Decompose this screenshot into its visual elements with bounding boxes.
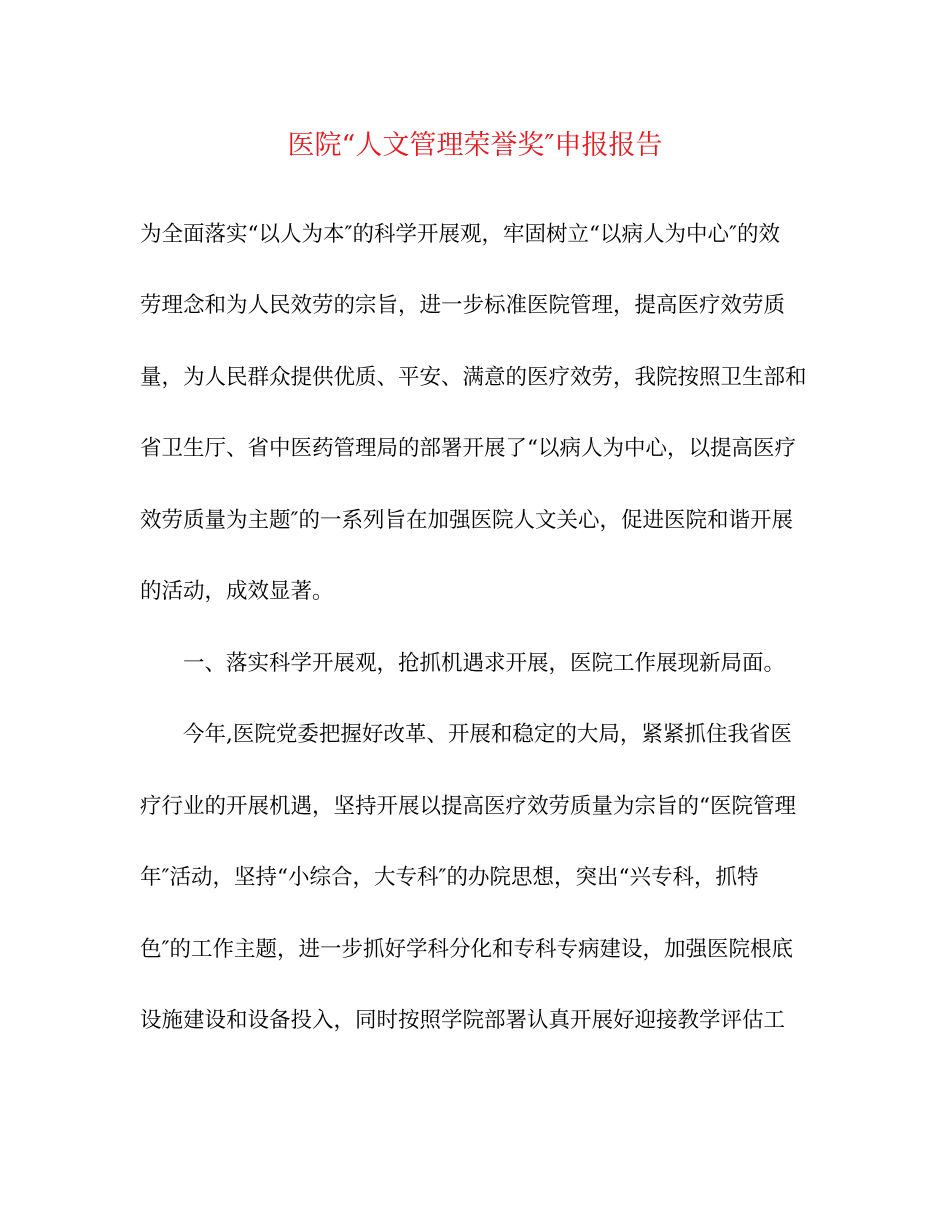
body-line-1: 为全面落实“以人为本″的科学开展观，牢固树立“以病人为中心″的效 (140, 222, 781, 247)
body-line-4: 省卫生厅、省中医药管理局的部署开展了“以病人为中心，以提高医疗 (140, 436, 796, 461)
body-line-6: 的活动，成效显著。 (140, 579, 334, 604)
body-line-10: 年″活动，坚持“小综合，大专科″的办院思想，突出“兴专科，抓特 (140, 865, 759, 890)
body-line-5: 效劳质量为主题″的一系列旨在加强医院人文关心，促进医院和谐开展 (140, 508, 794, 533)
section-heading-1: 一、落实科学开展观，抢抓机遇求开展，医院工作展现新局面。 (183, 651, 786, 676)
body-line-11: 色″的工作主题，进一步抓好学科分化和专科专病建设，加强医院根底 (140, 937, 794, 962)
document-title: 医院“人文管理荣誉奖″申报报告 (287, 130, 663, 161)
body-line-3: 量，为人民群众提供优质、平安、满意的医疗效劳，我院按照卫生部和 (140, 365, 807, 390)
body-line-12: 设施建设和设备投入，同时按照学院部署认真开展好迎接教学评估工 (140, 1008, 786, 1033)
body-line-8: 今年,医院党委把握好改革、开展和稳定的大局，紧紧抓住我省医 (183, 722, 792, 747)
body-line-2: 劳理念和为人民效劳的宗旨，进一步标准医院管理，提高医疗效劳质 (140, 293, 786, 318)
body-line-9: 疗行业的开展机遇，坚持开展以提高医疗效劳质量为宗旨的“医院管理 (140, 794, 796, 819)
